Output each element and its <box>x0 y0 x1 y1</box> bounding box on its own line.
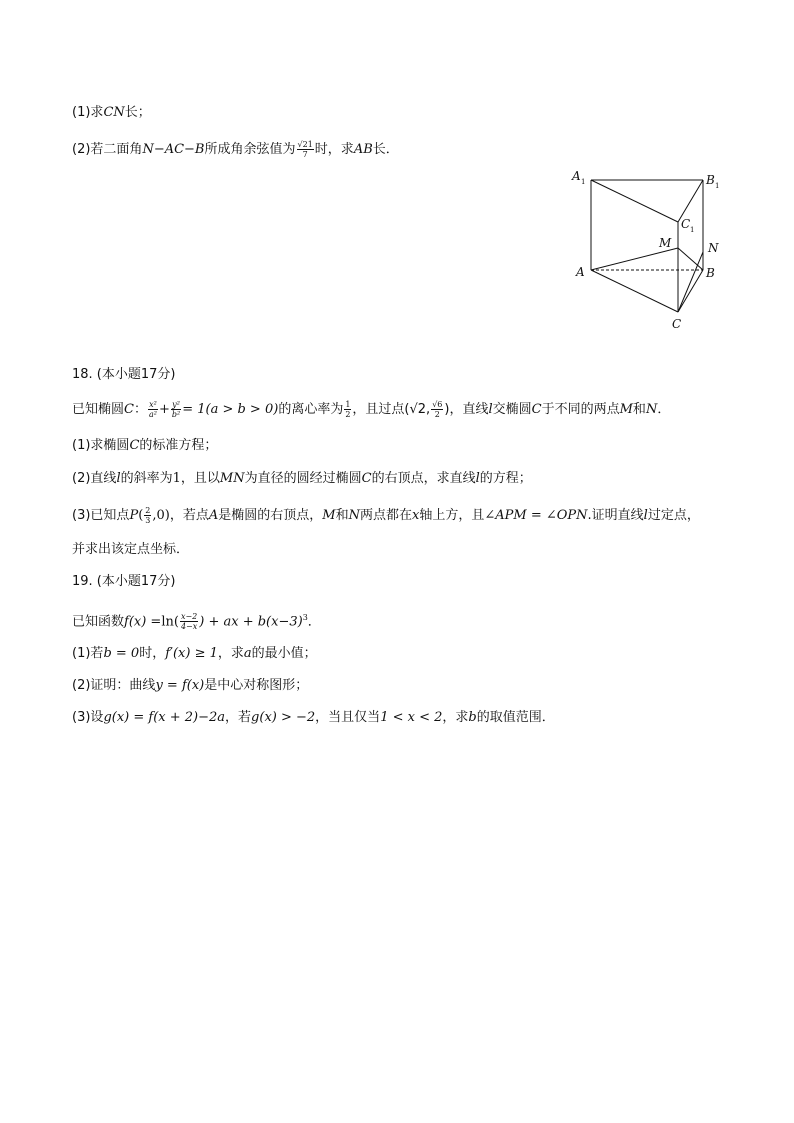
q19-stem: 已知函数f(x) =ln( $\frac{x-2}{4-x}$ ) + ax + $b(x-3)^3$． <box>72 612 321 632</box>
q18-part3-continued: 并求出该定点坐标． <box>72 542 190 557</box>
q18-part2: (2)直线l的斜率为1，且以MN为直径的圆经过椭圆C的右顶点，求直线l的方程； <box>72 471 532 486</box>
label-A1: A <box>572 169 581 183</box>
q17-part1: (1)求CN长； <box>72 105 151 120</box>
label-C: C <box>672 317 682 331</box>
label-B1: B <box>706 173 715 187</box>
svg-text:1: 1 <box>690 226 695 234</box>
label-N: N <box>708 241 719 255</box>
svg-text:1: 1 <box>581 178 586 186</box>
q17-part2: (2)若二面角N−AC−B所成角余弦值为 $\frac{√21}{7}$ 时，求AB长． <box>72 140 399 159</box>
svg-text:1: 1 <box>715 182 720 190</box>
q18-part3: (3)已知点P( $\frac{2}{3}$ ,0)，若点A是椭圆的右顶点，M和N两点都在x轴上方，且∠APM = ∠OPN.证明直线l过定点， <box>72 506 700 525</box>
cosine-fraction: $\frac{√21}{7}$ <box>297 140 313 159</box>
label-C1: C <box>681 217 691 231</box>
q18-part1: (1)求椭圆C的标准方程； <box>72 438 218 453</box>
q18-header: 18. (本小题17分) <box>72 367 176 382</box>
label-B: B <box>706 266 715 280</box>
q19-part3: (3)设g(x) = f(x + 2)−2a，若g(x) > −2，当且仅当1 < x < 2，求b的取值范围． <box>72 710 555 725</box>
q19-part2: (2)证明：曲线y = f(x)是中心对称图形； <box>72 678 309 693</box>
label-M: M <box>659 236 672 250</box>
q18-stem: 已知椭圆C： $\frac{\text{x²}}{\text{a²}}$ + $\frac{\text{y²}}{\text{b²}}$ = 1(a > b > 0)的离心率为 $\frac{1}{2}$ ，且过点(√2, $\frac{√6}{2}$ )，直线l交椭圆C于不同的两点M和N． <box>72 400 671 419</box>
label-A: A <box>576 265 585 279</box>
prism-figure <box>560 162 740 337</box>
q19-part1: (1)若b = 0时，f′(x) ≥ 1，求a的最小值； <box>72 646 317 661</box>
q19-header: 19. (本小题17分) <box>72 574 176 589</box>
